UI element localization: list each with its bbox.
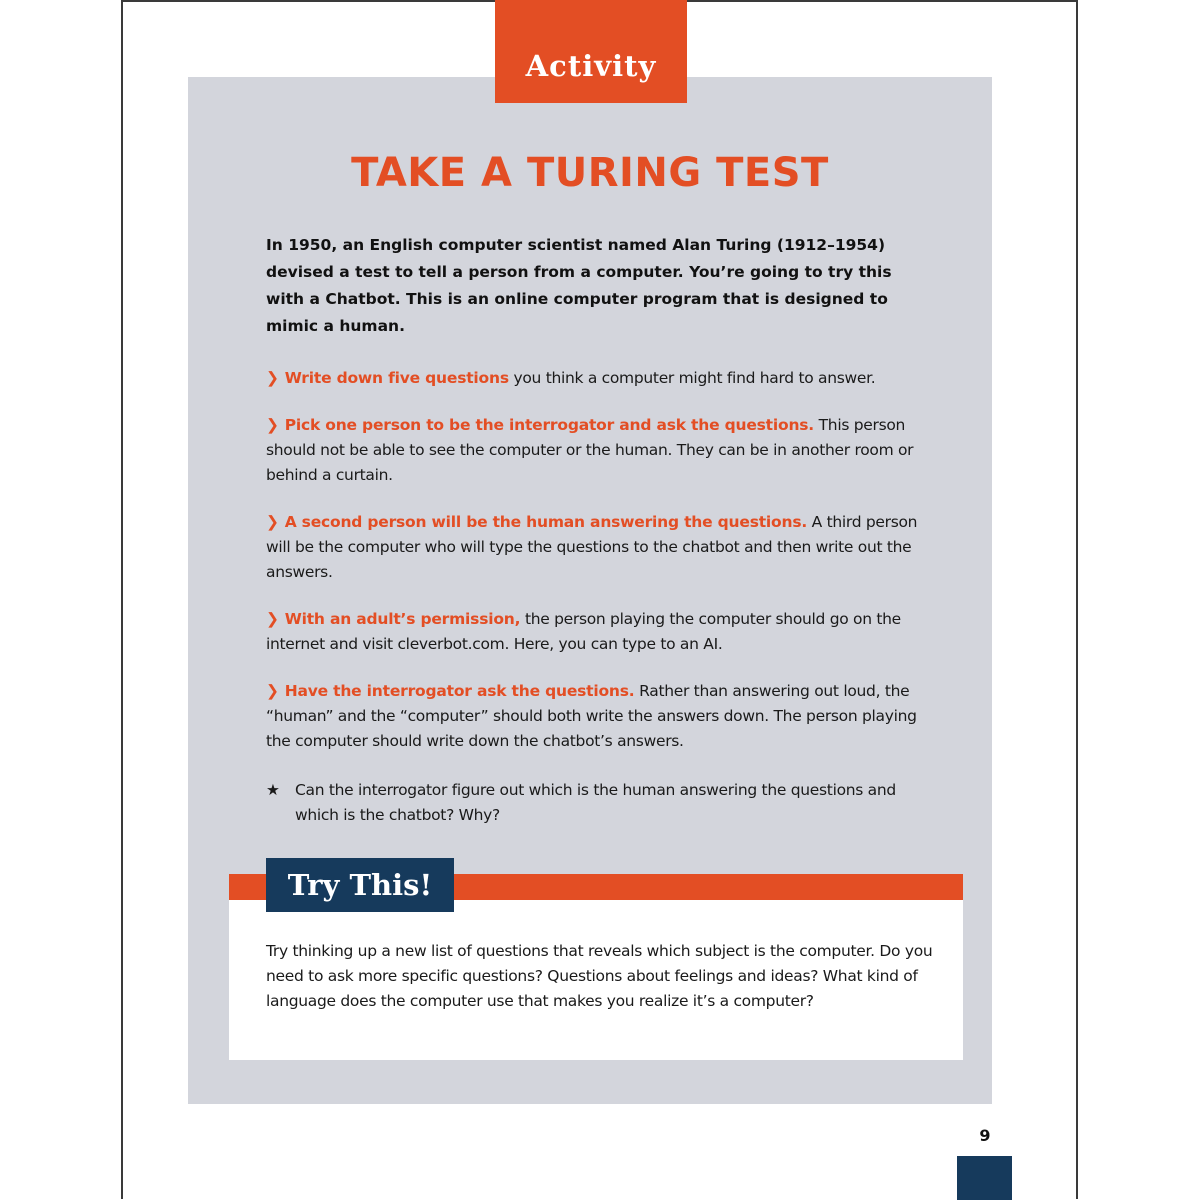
step-highlight: A second person will be the human answering the questions.: [284, 513, 808, 531]
step-text: This person should not be able to see the computer or the human. They can be in another room or behind a curtain.: [266, 416, 914, 484]
step-highlight: Write down five questions: [284, 369, 509, 387]
step-highlight: With an adult’s permission,: [284, 610, 521, 628]
chevron-right-icon: ❯: [266, 369, 279, 387]
step-text: Rather than answering out loud, the “human” and the “computer” should both write the answers down. The person playing the computer should write down the chatbot’s answers.: [266, 682, 917, 750]
try-this-text: Try thinking up a new list of questions that reveals which subject is the computer. Do you need to ask more specific questions? Questions about feelings and ideas? What kind of language does the computer use that makes you realize it’s a computer?: [266, 942, 933, 1010]
step-highlight: Pick one person to be the interrogator and ask the questions.: [284, 416, 814, 434]
step-highlight: Have the interrogator ask the questions.: [284, 682, 635, 700]
step-item: [266, 607, 931, 657]
activity-tab: Activity: [495, 0, 687, 103]
chevron-right-icon: ❯: [266, 610, 279, 628]
intro-paragraph: In 1950, an English computer scientist named Alan Turing (1912–1954) devised a test to tell a person from a computer. You’re going to try this with a Chatbot. This is an online computer program that is designed to mimic a human.: [266, 236, 892, 335]
question-text: Can the interrogator figure out which is the human answering the questions and which is the chatbot? Why?: [295, 781, 896, 824]
step-text: A third person will be the computer who will type the questions to the chatbot and then write out the answers.: [266, 513, 918, 581]
step-item: [266, 366, 931, 391]
chevron-right-icon: ❯: [266, 513, 279, 531]
page-tab: [957, 1156, 1012, 1200]
star-icon: ★: [266, 781, 280, 799]
step-text: the person playing the computer should go on the internet and visit cleverbot.com. Here, you can type to an AI.: [266, 610, 901, 653]
step-item: [266, 510, 931, 585]
chevron-right-icon: ❯: [266, 416, 279, 434]
try-this-label: Try This!: [266, 858, 454, 912]
page-number: 9: [979, 1126, 991, 1145]
page-title: TAKE A TURING TEST: [351, 150, 829, 196]
steps-list: [266, 366, 931, 776]
chevron-right-icon: ❯: [266, 682, 279, 700]
step-item: [266, 679, 931, 754]
step-text: you think a computer might find hard to answer.: [508, 369, 876, 387]
question-item: [266, 778, 931, 828]
step-item: [266, 413, 931, 488]
